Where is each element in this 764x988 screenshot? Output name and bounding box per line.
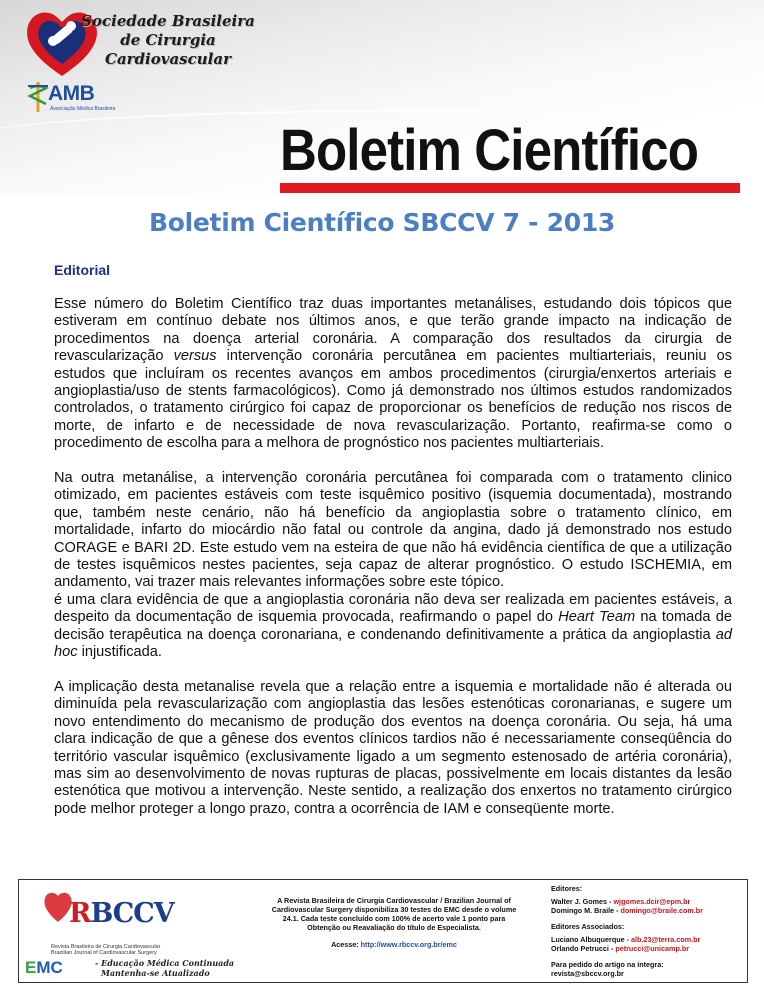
amb-logo-text: AMB [48, 82, 95, 105]
editorial-body [54, 296, 732, 836]
editor-row: Domingo M. Braile - domingo@braile.com.br [551, 906, 703, 915]
editor-email[interactable]: wjgomes.dcir@epm.br [613, 897, 691, 906]
page-title: Boletim Científico SBCCV 7 - 2013 [148, 208, 616, 237]
paragraph-1: Esse número do Boletim Científico traz duas importantes metanálises, estudando dois tópicos que estiveram em contínuo debate nos últimos anos, e que terão grande impacto na indicação de procedimentos na doença arterial coronária. A comparação dos resultados da cirurgia de revascularização versus intervenção coronária percutânea em pacientes multiarteriais, reuniu os estudos que incluíram os recentes avanços em ambos procedimentos (cirurgia/enxertos arteriais e angioplastia/uso de stents farmacológicos). Como já demonstrado nos últimos estudos randomizados controlados, o tratamento cirúrgico foi capaz de proporcionar os benefícios de redução nos riscos de morte, de infarto e de necessidade de nova revascularização. Portanto, reafirma-se como o procedimento de escolha para a melhora de prognóstico nos pacientes multiarteriais. [54, 296, 733, 452]
society-name: Sociedade Brasileira de Cirurgia Cardiovascular [81, 12, 255, 68]
emc-tagline: - Educação Médica Continuada Mantenha-se Atualizado [95, 958, 235, 978]
paragraph-2: Na outra metanálise, a intervenção coronária percutânea foi comparada com o tratamento clinico otimizado, em pacientes estáveis com teste isquêmico positivo (isquemia documentada), mostrando que, também neste cenário, não há benefício da angioplastia sobre o tratamento clínico, em mortalidade, infarto do miocárdio não fatal ou controle da angina, dado já demonstrado nos estudo CORAGE e BARI 2D. Este estudo vem na esteira de que não há evidência científica de que a utilização de testes isquêmicos nestes pacientes, seja capaz de alterar prognóstico. O estudo ISCHEMIA, em andamento, vai trazer mais relevantes informações sobre este tópico. [54, 470, 732, 591]
publication-title: Boletim Científico [280, 118, 699, 183]
editor-row: Walter J. Gomes - wjgomes.dcir@epm.br [551, 897, 691, 906]
associate-email[interactable]: petrucci@unicamp.br [615, 944, 690, 953]
associate-row: Luciano Albuquerque - alb.23@terra.com.br [551, 935, 701, 944]
editors-block [551, 884, 747, 978]
rbccv-logo-text: RBCCV [69, 898, 174, 929]
rbccv-subtitle: Revista Brasileira de Cirurgia Cardiovascular Brazilian Journal of Cardiovascular Surgery [51, 944, 161, 956]
request-email[interactable]: revista@sbccv.org.br [551, 969, 624, 978]
amb-subtitle: Associação Médica Brasileira [50, 106, 116, 112]
editors-heading: Editores: [551, 884, 583, 893]
paragraph-3: é uma clara evidência de que a angioplastia coronária não deva ser realizada em pacientes estáveis, a despeito da documentação de isquemia provocada, reafirmando o papel do Heart Team na tomada de decisão terapêutica na doença coronariana, e condenando definitivamente a prática da angioplastia ad hoc injustificada. [54, 591, 732, 661]
rbccv-logo [29, 886, 174, 956]
access-line: Acesse: http://www.rbccv.org.br/emc [331, 940, 457, 949]
emc-logo: EMC [25, 958, 63, 977]
footer-box [18, 879, 748, 983]
emc-block [25, 958, 255, 982]
title-underline-bar [280, 183, 740, 193]
associate-row: Orlando Petrucci - petrucci@unicamp.br [551, 944, 690, 953]
section-heading: Editorial [54, 262, 111, 278]
associate-email[interactable]: alb.23@terra.com.br [631, 935, 701, 944]
access-link[interactable]: http://www.rbccv.org.br/emc [360, 940, 457, 949]
editor-email[interactable]: domingo@braile.com.br [620, 906, 703, 915]
paragraph-4: A implicação desta metanalise revela que a relação entre a isquemia e mortalidade não é alterada ou diminuída pela revascularização com angioplastia das lesões estenóticas coronarianas, e sugere um novo entendimento do mecanismo de produção dos eventos na doença coronária. Ou seja, há uma clara indicação de que a gênese dos eventos clínicos tardios não é necessariamente conseqüência do território vascular isquêmico (exclusivamente ligado a um segmento estenosado de artéria coronária), mas sim ao desenvolvimento de novas rupturas de placas, possivelmente em locais distantes da lesão estenótica que motivou a intervenção. Neste sentido, a realização dos enxertos no tratamento cirúrgico pode melhor proteger a longo prazo, contra a ocorrência de IAM e conseqüente morte. [54, 678, 732, 817]
associates-heading: Editores Associados: [551, 922, 625, 931]
emc-info: A Revista Brasileira de Cirurgia Cardiovascular / Brazilian Journal of Cardiovascular Surgery disponibiliza 30 testes do EMC desde o volume 24.1. Cada teste concluído com 100% de acerto vale 1 ponto para Obtenção ou Reavaliação do título de Especialista. Acesse: http://www.rbccv.org.br/emc [269, 896, 519, 949]
request-text: Para pedido do artigo na íntegra: [551, 960, 664, 969]
